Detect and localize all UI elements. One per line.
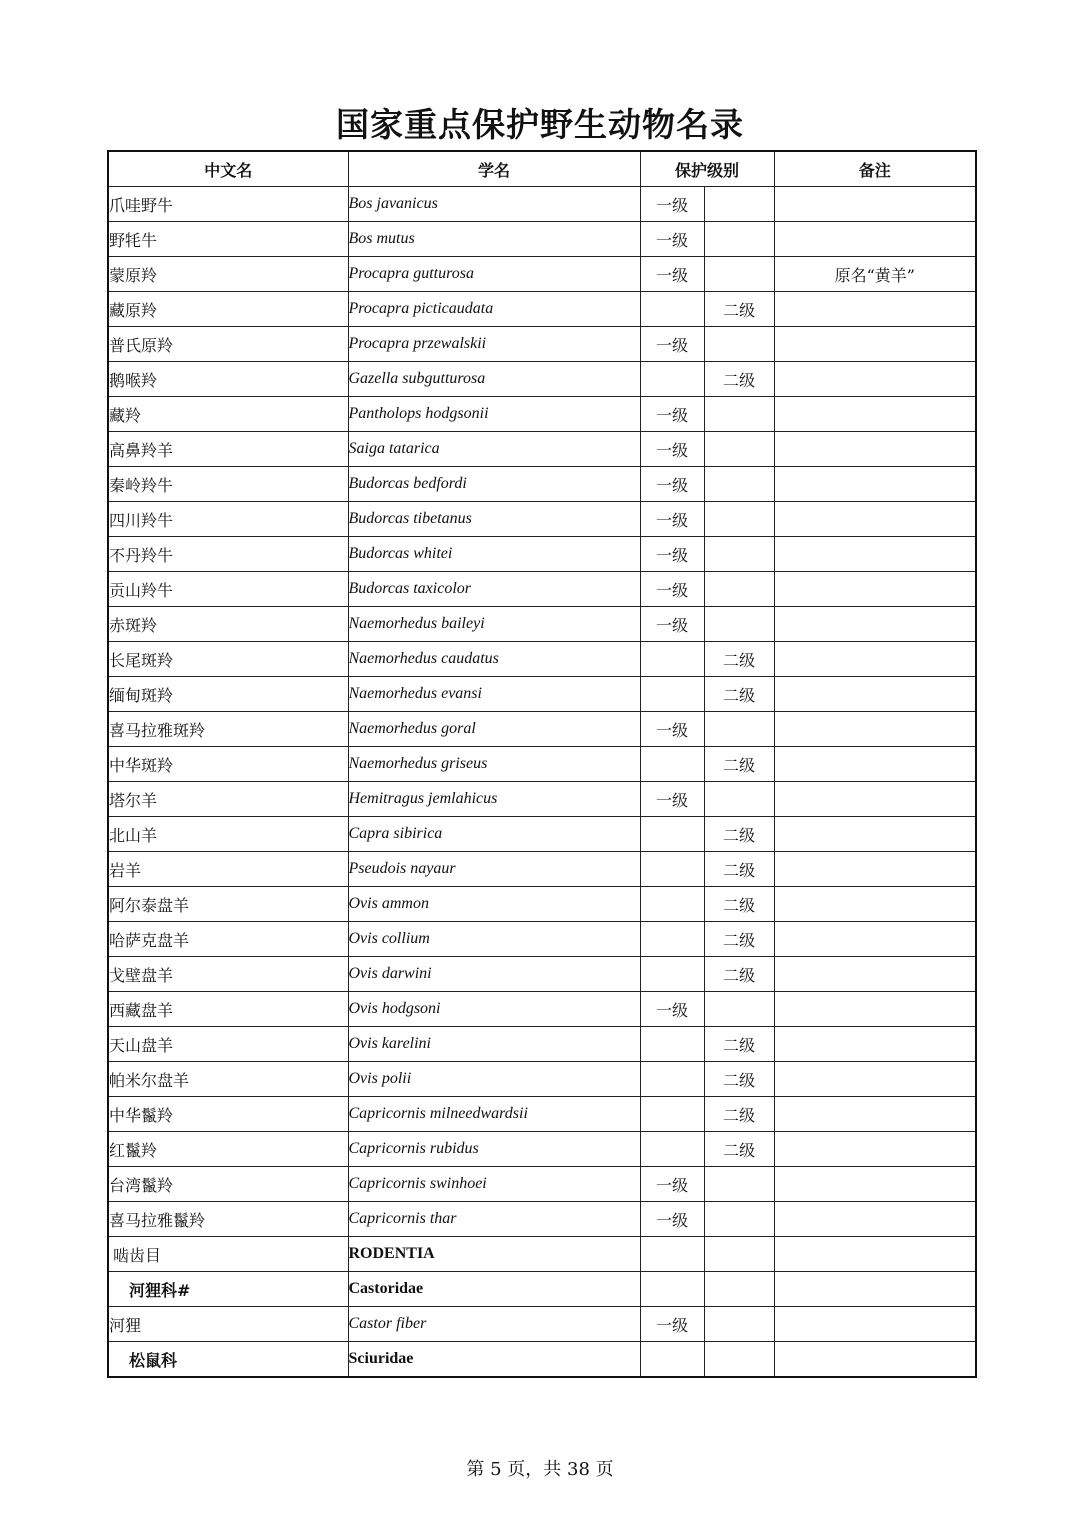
level-two-cell: 二级 xyxy=(704,957,774,992)
table-row xyxy=(108,1027,976,1062)
table-row xyxy=(108,607,976,642)
remarks-cell xyxy=(774,747,976,782)
scientific-name-cell: Budorcas taxicolor xyxy=(348,572,640,607)
chinese-name-cell: 不丹羚牛 xyxy=(108,537,348,572)
level-two-cell: 二级 xyxy=(704,362,774,397)
level-two-cell xyxy=(704,782,774,817)
chinese-name-cell: 河狸 xyxy=(108,1307,348,1342)
table-row xyxy=(108,887,976,922)
remarks-cell: 原名“黄羊” xyxy=(774,257,976,292)
level-one-cell xyxy=(640,1132,704,1167)
scientific-name-cell: Capricornis milneedwardsii xyxy=(348,1097,640,1132)
remarks-cell xyxy=(774,782,976,817)
table-row xyxy=(108,992,976,1027)
table-row xyxy=(108,642,976,677)
remarks-cell xyxy=(774,712,976,747)
level-one-cell: 一级 xyxy=(640,467,704,502)
level-one-cell: 一级 xyxy=(640,782,704,817)
table-row xyxy=(108,712,976,747)
remarks-cell xyxy=(774,677,976,712)
level-two-cell xyxy=(704,467,774,502)
level-one-cell: 一级 xyxy=(640,537,704,572)
chinese-name-cell: 鹅喉羚 xyxy=(108,362,348,397)
level-two-cell xyxy=(704,1342,774,1378)
remarks-cell xyxy=(774,1202,976,1237)
remarks-cell xyxy=(774,572,976,607)
level-one-cell: 一级 xyxy=(640,572,704,607)
remarks-cell xyxy=(774,1167,976,1202)
level-one-cell xyxy=(640,852,704,887)
remarks-cell xyxy=(774,1062,976,1097)
level-one-cell: 一级 xyxy=(640,327,704,362)
table-row xyxy=(108,1307,976,1342)
remarks-cell xyxy=(774,642,976,677)
level-one-cell xyxy=(640,887,704,922)
level-one-cell: 一级 xyxy=(640,222,704,257)
chinese-name-cell: 中华鬣羚 xyxy=(108,1097,348,1132)
scientific-name-cell: Procapra przewalskii xyxy=(348,327,640,362)
table-row xyxy=(108,292,976,327)
table-row xyxy=(108,257,976,292)
scientific-name-cell: Naemorhedus griseus xyxy=(348,747,640,782)
scientific-name-cell: Capricornis rubidus xyxy=(348,1132,640,1167)
level-two-cell xyxy=(704,187,774,222)
level-two-cell: 二级 xyxy=(704,887,774,922)
level-two-cell xyxy=(704,1202,774,1237)
table-row xyxy=(108,1272,976,1307)
table-row xyxy=(108,677,976,712)
level-one-cell: 一级 xyxy=(640,712,704,747)
remarks-cell xyxy=(774,292,976,327)
table-row xyxy=(108,1202,976,1237)
chinese-name-cell: 戈壁盘羊 xyxy=(108,957,348,992)
chinese-name-cell: 中华斑羚 xyxy=(108,747,348,782)
scientific-name-cell: Sciuridae xyxy=(348,1342,640,1378)
scientific-name-cell: Naemorhedus baileyi xyxy=(348,607,640,642)
level-one-cell: 一级 xyxy=(640,607,704,642)
level-one-cell: 一级 xyxy=(640,1202,704,1237)
remarks-cell xyxy=(774,852,976,887)
chinese-name-cell: 喜马拉雅鬣羚 xyxy=(108,1202,348,1237)
chinese-name-cell: 缅甸斑羚 xyxy=(108,677,348,712)
chinese-name-cell: 阿尔泰盘羊 xyxy=(108,887,348,922)
chinese-name-cell: 喜马拉雅斑羚 xyxy=(108,712,348,747)
remarks-cell xyxy=(774,817,976,852)
level-two-cell xyxy=(704,1307,774,1342)
table-row xyxy=(108,187,976,222)
chinese-name-cell: 高鼻羚羊 xyxy=(108,432,348,467)
level-one-cell: 一级 xyxy=(640,432,704,467)
table-row xyxy=(108,432,976,467)
remarks-cell xyxy=(774,397,976,432)
level-two-cell: 二级 xyxy=(704,1097,774,1132)
scientific-name-cell: Naemorhedus evansi xyxy=(348,677,640,712)
remarks-cell xyxy=(774,1027,976,1062)
chinese-name-cell: 长尾斑羚 xyxy=(108,642,348,677)
table-row xyxy=(108,222,976,257)
scientific-name-cell: Procapra picticaudata xyxy=(348,292,640,327)
chinese-name-cell: 贡山羚牛 xyxy=(108,572,348,607)
scientific-name-cell: Ovis hodgsoni xyxy=(348,992,640,1027)
remarks-cell xyxy=(774,887,976,922)
scientific-name-cell: Ovis darwini xyxy=(348,957,640,992)
chinese-name-cell: 帕米尔盘羊 xyxy=(108,1062,348,1097)
level-two-cell xyxy=(704,1272,774,1307)
chinese-name-cell: 四川羚牛 xyxy=(108,502,348,537)
remarks-cell xyxy=(774,537,976,572)
species-table xyxy=(107,150,977,1378)
scientific-name-cell: Gazella subgutturosa xyxy=(348,362,640,397)
level-two-cell: 二级 xyxy=(704,747,774,782)
scientific-name-cell: Ovis ammon xyxy=(348,887,640,922)
level-two-cell: 二级 xyxy=(704,1027,774,1062)
chinese-name-cell: 哈萨克盘羊 xyxy=(108,922,348,957)
scientific-name-cell: Capra sibirica xyxy=(348,817,640,852)
remarks-cell xyxy=(774,957,976,992)
level-one-cell xyxy=(640,642,704,677)
scientific-name-cell: Ovis karelini xyxy=(348,1027,640,1062)
level-two-cell xyxy=(704,502,774,537)
chinese-name-cell: 蒙原羚 xyxy=(108,257,348,292)
chinese-name-cell: 台湾鬣羚 xyxy=(108,1167,348,1202)
remarks-cell xyxy=(774,432,976,467)
scientific-name-cell: Pseudois nayaur xyxy=(348,852,640,887)
level-two-cell xyxy=(704,222,774,257)
level-two-cell: 二级 xyxy=(704,642,774,677)
level-one-cell: 一级 xyxy=(640,1307,704,1342)
table-row xyxy=(108,467,976,502)
remarks-cell xyxy=(774,1307,976,1342)
level-two-cell xyxy=(704,537,774,572)
level-two-cell xyxy=(704,1167,774,1202)
scientific-name-cell: Castoridae xyxy=(348,1272,640,1307)
level-two-cell xyxy=(704,712,774,747)
scientific-name-cell: Bos javanicus xyxy=(348,187,640,222)
table-row xyxy=(108,362,976,397)
level-two-cell: 二级 xyxy=(704,1132,774,1167)
remarks-cell xyxy=(774,922,976,957)
level-one-cell xyxy=(640,677,704,712)
level-one-cell: 一级 xyxy=(640,257,704,292)
level-one-cell xyxy=(640,1062,704,1097)
chinese-name-cell: 天山盘羊 xyxy=(108,1027,348,1062)
level-one-cell xyxy=(640,747,704,782)
chinese-name-cell: 岩羊 xyxy=(108,852,348,887)
chinese-name-cell: 河狸科# xyxy=(108,1272,348,1307)
page-title: 国家重点保护野生动物名录 xyxy=(336,105,744,144)
remarks-cell xyxy=(774,222,976,257)
level-two-cell: 二级 xyxy=(704,852,774,887)
level-one-cell xyxy=(640,1342,704,1378)
table-row xyxy=(108,327,976,362)
level-two-cell xyxy=(704,257,774,292)
remarks-cell xyxy=(774,187,976,222)
header-chinese-name: 中文名 xyxy=(108,151,348,187)
scientific-name-cell: Castor fiber xyxy=(348,1307,640,1342)
chinese-name-cell: 红鬣羚 xyxy=(108,1132,348,1167)
level-one-cell: 一级 xyxy=(640,992,704,1027)
level-two-cell: 二级 xyxy=(704,1062,774,1097)
level-two-cell xyxy=(704,397,774,432)
header-scientific-name: 学名 xyxy=(348,151,640,187)
level-two-cell xyxy=(704,432,774,467)
chinese-name-cell: 松鼠科 xyxy=(108,1342,348,1378)
scientific-name-cell: Ovis collium xyxy=(348,922,640,957)
chinese-name-cell: 赤斑羚 xyxy=(108,607,348,642)
table-body xyxy=(108,187,976,1378)
table-row xyxy=(108,1062,976,1097)
remarks-cell xyxy=(774,1237,976,1272)
level-two-cell: 二级 xyxy=(704,292,774,327)
chinese-name-cell: 秦岭羚牛 xyxy=(108,467,348,502)
remarks-cell xyxy=(774,327,976,362)
chinese-name-cell: 爪哇野牛 xyxy=(108,187,348,222)
chinese-name-cell: 普氏原羚 xyxy=(108,327,348,362)
remarks-cell xyxy=(774,992,976,1027)
table-row xyxy=(108,1342,976,1378)
remarks-cell xyxy=(774,467,976,502)
level-one-cell: 一级 xyxy=(640,1167,704,1202)
level-one-cell xyxy=(640,817,704,852)
table-row xyxy=(108,1237,976,1272)
level-one-cell: 一级 xyxy=(640,397,704,432)
scientific-name-cell: Saiga tatarica xyxy=(348,432,640,467)
table-row xyxy=(108,502,976,537)
level-one-cell xyxy=(640,1272,704,1307)
remarks-cell xyxy=(774,1272,976,1307)
level-one-cell xyxy=(640,1237,704,1272)
remarks-cell xyxy=(774,502,976,537)
table-row xyxy=(108,817,976,852)
table-row xyxy=(108,782,976,817)
level-one-cell xyxy=(640,922,704,957)
level-two-cell: 二级 xyxy=(704,677,774,712)
remarks-cell xyxy=(774,1342,976,1378)
chinese-name-cell: 野牦牛 xyxy=(108,222,348,257)
chinese-name-cell: 藏原羚 xyxy=(108,292,348,327)
table-row xyxy=(108,572,976,607)
table-row xyxy=(108,1097,976,1132)
remarks-cell xyxy=(774,1097,976,1132)
table-row xyxy=(108,1167,976,1202)
level-one-cell: 一级 xyxy=(640,187,704,222)
chinese-name-cell: 啮齿目 xyxy=(108,1237,348,1272)
level-one-cell xyxy=(640,292,704,327)
level-one-cell xyxy=(640,957,704,992)
remarks-cell xyxy=(774,362,976,397)
scientific-name-cell: RODENTIA xyxy=(348,1237,640,1272)
scientific-name-cell: Ovis polii xyxy=(348,1062,640,1097)
table-header-row xyxy=(108,151,976,187)
level-one-cell: 一级 xyxy=(640,502,704,537)
chinese-name-cell: 藏羚 xyxy=(108,397,348,432)
table-row xyxy=(108,747,976,782)
scientific-name-cell: Procapra gutturosa xyxy=(348,257,640,292)
level-one-cell xyxy=(640,362,704,397)
scientific-name-cell: Capricornis swinhoei xyxy=(348,1167,640,1202)
scientific-name-cell: Pantholops hodgsonii xyxy=(348,397,640,432)
scientific-name-cell: Naemorhedus goral xyxy=(348,712,640,747)
table-row xyxy=(108,957,976,992)
header-remarks: 备注 xyxy=(774,151,976,187)
header-protection-level: 保护级别 xyxy=(640,151,774,187)
table-row xyxy=(108,397,976,432)
table-row xyxy=(108,852,976,887)
page-footer: 第 5 页，共 38 页 xyxy=(466,1459,614,1480)
remarks-cell xyxy=(774,1132,976,1167)
scientific-name-cell: Budorcas whitei xyxy=(348,537,640,572)
chinese-name-cell: 塔尔羊 xyxy=(108,782,348,817)
scientific-name-cell: Bos mutus xyxy=(348,222,640,257)
scientific-name-cell: Hemitragus jemlahicus xyxy=(348,782,640,817)
table-row xyxy=(108,922,976,957)
level-two-cell xyxy=(704,1237,774,1272)
level-two-cell: 二级 xyxy=(704,922,774,957)
table-row xyxy=(108,537,976,572)
chinese-name-cell: 北山羊 xyxy=(108,817,348,852)
table-row xyxy=(108,1132,976,1167)
level-two-cell xyxy=(704,572,774,607)
level-one-cell xyxy=(640,1097,704,1132)
level-two-cell xyxy=(704,607,774,642)
scientific-name-cell: Budorcas tibetanus xyxy=(348,502,640,537)
level-two-cell: 二级 xyxy=(704,817,774,852)
remarks-cell xyxy=(774,607,976,642)
chinese-name-cell: 西藏盘羊 xyxy=(108,992,348,1027)
scientific-name-cell: Capricornis thar xyxy=(348,1202,640,1237)
level-one-cell xyxy=(640,1027,704,1062)
scientific-name-cell: Naemorhedus caudatus xyxy=(348,642,640,677)
level-two-cell xyxy=(704,992,774,1027)
scientific-name-cell: Budorcas bedfordi xyxy=(348,467,640,502)
level-two-cell xyxy=(704,327,774,362)
